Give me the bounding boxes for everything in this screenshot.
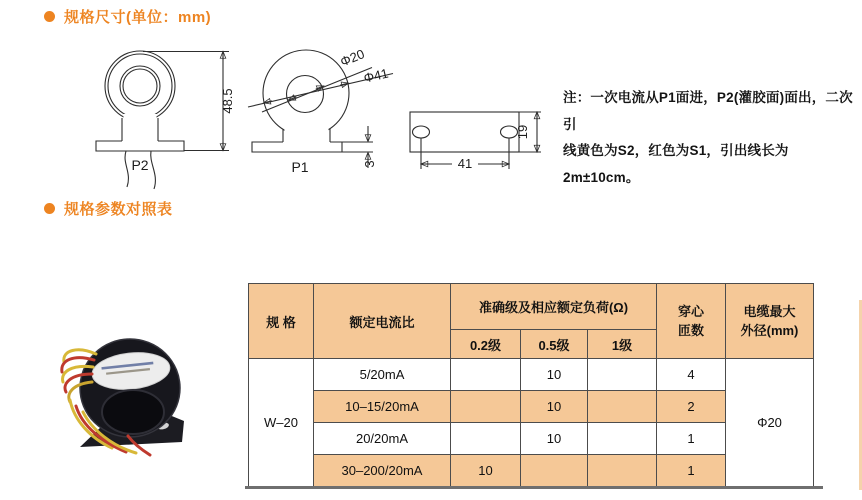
front-view-drawing bbox=[90, 42, 242, 194]
col-header-spec: 规 格 bbox=[249, 284, 314, 359]
cell-acc05: 10 bbox=[521, 391, 588, 423]
table-row bbox=[249, 359, 814, 391]
cell-acc1 bbox=[588, 455, 657, 487]
note-line-2: 线黄色为S2，红色为S1，引出线长为2m±10cm。 bbox=[563, 143, 789, 185]
cell-turns: 2 bbox=[657, 391, 726, 423]
base-depth-label: 19 bbox=[515, 124, 530, 140]
cell-ratio: 5/20mA bbox=[314, 359, 451, 391]
front-view-label: P2 bbox=[131, 157, 149, 173]
col-header-ratio: 额定电流比 bbox=[314, 284, 451, 359]
cell-spec-value: W–20 bbox=[249, 359, 314, 487]
p2-leader-line bbox=[151, 151, 156, 189]
section-dimensions-heading bbox=[44, 6, 211, 27]
cell-ratio: 20/20mA bbox=[314, 423, 451, 455]
col-header-acc1: 1级 bbox=[588, 330, 657, 359]
cell-ratio: 30–200/20mA bbox=[314, 455, 451, 487]
table-bottom-rule bbox=[245, 486, 823, 489]
side-view-drawing bbox=[240, 42, 412, 194]
cable-header-line1: 电缆最大 bbox=[743, 304, 796, 319]
bottom-view-drawing bbox=[405, 103, 557, 183]
turns-header-line2: 匝数 bbox=[677, 323, 704, 338]
col-header-acc02: 0.2级 bbox=[451, 330, 521, 359]
cell-acc05 bbox=[521, 455, 588, 487]
cell-turns: 1 bbox=[657, 455, 726, 487]
outer-diameter-label: Φ41 bbox=[362, 65, 390, 86]
inner-diameter-label: Φ20 bbox=[337, 46, 367, 70]
cell-acc1 bbox=[588, 359, 657, 391]
cell-acc05: 10 bbox=[521, 359, 588, 391]
col-header-turns bbox=[657, 284, 726, 359]
bullet-icon bbox=[44, 203, 55, 214]
col-header-accuracy-group: 准确级及相应额定负荷(Ω) bbox=[451, 284, 657, 330]
cell-turns: 1 bbox=[657, 423, 726, 455]
height-dimension-label: 48.5 bbox=[220, 88, 235, 114]
section-title: 规格尺寸(单位：mm) bbox=[64, 9, 212, 26]
cable-header-line2: 外径(mm) bbox=[740, 323, 799, 338]
section-title: 规格参数对照表 bbox=[64, 201, 173, 218]
cell-acc02 bbox=[451, 423, 521, 455]
cell-acc02 bbox=[451, 391, 521, 423]
product-photo bbox=[50, 322, 250, 477]
flange-outline bbox=[252, 142, 342, 152]
bullet-icon bbox=[44, 11, 55, 22]
cell-turns: 4 bbox=[657, 359, 726, 391]
col-header-acc05: 0.5级 bbox=[521, 330, 588, 359]
p2-leader-line bbox=[125, 151, 128, 187]
cell-cable-value: Φ20 bbox=[726, 359, 814, 487]
note-line-1: 注：一次电流从P1面进，P2(灌胶面)面出，二次引 bbox=[563, 90, 853, 132]
table-header-row bbox=[249, 284, 814, 330]
col-header-cable bbox=[726, 284, 814, 359]
side-view-label: P1 bbox=[291, 159, 309, 175]
spec-table bbox=[248, 283, 814, 487]
flange-outline bbox=[96, 141, 184, 151]
note-text bbox=[563, 85, 862, 191]
turns-header-line1: 穿心 bbox=[677, 304, 704, 319]
cell-acc02 bbox=[451, 359, 521, 391]
section-parameters-heading bbox=[44, 198, 173, 219]
cell-ratio: 10–15/20mA bbox=[314, 391, 451, 423]
cell-acc1 bbox=[588, 391, 657, 423]
cell-acc02: 10 bbox=[451, 455, 521, 487]
cell-acc1 bbox=[588, 423, 657, 455]
base-thickness-label: 3 bbox=[362, 160, 377, 168]
cell-acc05: 10 bbox=[521, 423, 588, 455]
hole-spacing-label: 41 bbox=[457, 156, 473, 171]
